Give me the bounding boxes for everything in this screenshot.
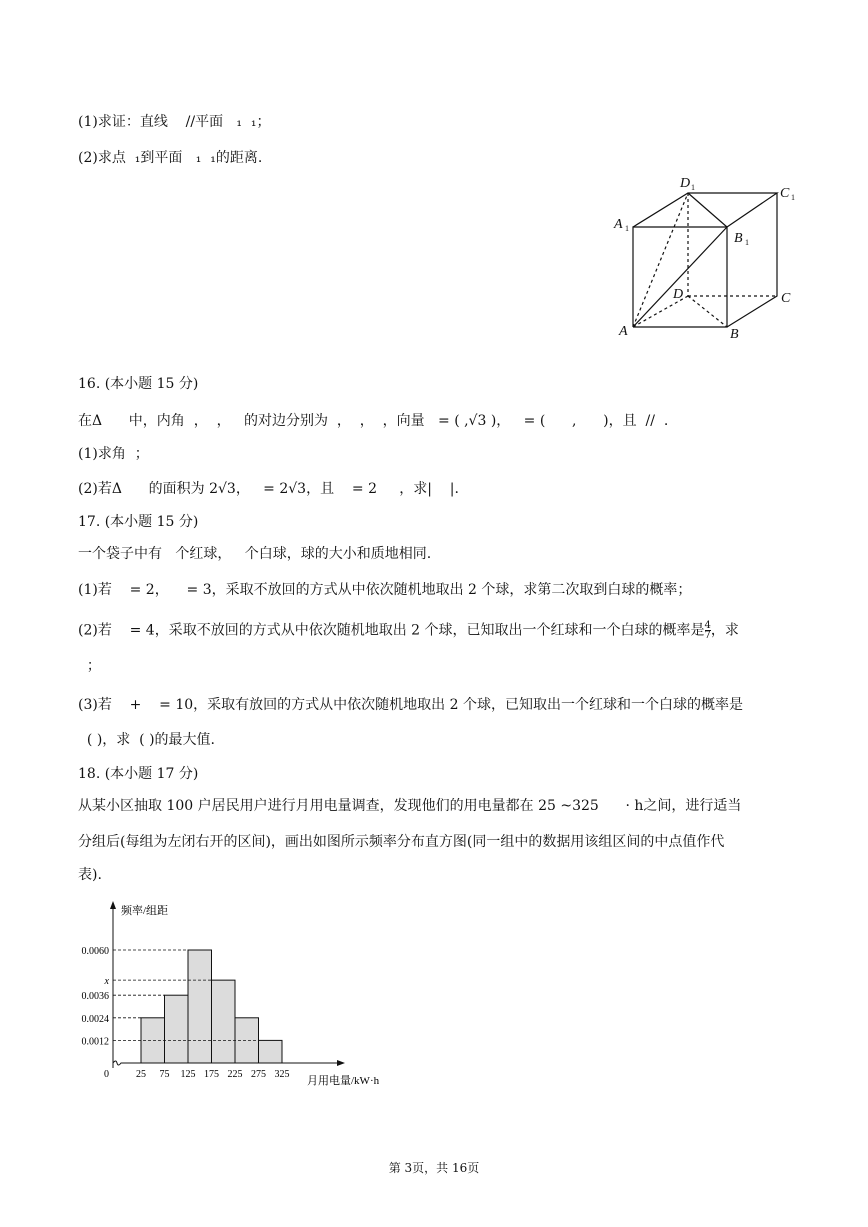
svg-text:1: 1 [625,224,629,233]
page-footer: 第 3页，共 16页 [388,1161,480,1175]
q16-part1: (1)求角 ； [78,446,149,462]
y-tick-label: 0.0036 [81,991,109,1003]
q16-header: 16. (本小题 15 分) [78,376,199,392]
svg-text:1: 1 [745,238,749,247]
q17-part3-cont: ( )，求 ( )的最大值. [78,732,215,748]
q15-part2: (2)求点 ₁到平面 ₁ ₁的距离. [78,150,263,166]
q18-line2: 分组后(每组为左闭右开的区间)，画出如图所示频率分布直方图(同一组中的数据用该组区间的中点值作代 [78,834,725,850]
label-a1: A [614,217,623,232]
histogram-bar [212,980,236,1063]
label-c1: C [780,186,790,201]
histogram-bar [165,995,189,1063]
fraction-4-7: $\frac{4}{7}$ [704,620,711,641]
q18-line3: 表). [78,867,102,883]
x-tick-label: 125 [180,1069,196,1080]
q17-part3: (3)若 + = 10，采取有放回的方式从中依次随机地取出 2 个球，已知取出一个红球和一个白球的概率是 [78,697,743,713]
x-axis-arrow [337,1060,345,1066]
origin-label: 0 [104,1069,109,1080]
q17-part1: (1)若 = 2， = 3，采取不放回的方式从中依次随机地取出 2 个球，求第二次取到白球的概率； [78,582,692,598]
label-d: D [673,287,684,302]
label-b1: B [734,231,743,246]
y-axis-label: 频率/组距 [121,905,169,917]
x-tick-label: 75 [159,1069,170,1080]
y-tick-label: 0.0060 [81,946,109,957]
label-b: B [730,327,739,342]
q18-header: 18. (本小题 17 分) [78,766,199,782]
q16-stem: 在Δ 中，内角 ， ， 的对边分别为 ， ， ，向量 = ( ,√3 )， = ( , )，且 // . [78,413,669,429]
x-tick-label: 25 [136,1069,146,1080]
label-a: A [619,324,628,339]
q16-part2: (2)若Δ 的面积为 2√3， = 2√3，且 = 2 ，求| |. [78,481,459,497]
label-c: C [781,291,791,306]
q17-stem: 一个袋子中有 个红球， 个白球，球的大小和质地相同. [78,546,432,562]
svg-text:1: 1 [791,193,795,202]
x-axis-label: 月用电量/kW·h [307,1075,380,1087]
x-tick-label: 225 [227,1069,243,1080]
x-tick-label: 325 [274,1069,290,1080]
svg-text:1: 1 [691,183,695,192]
q18-line1: 从某小区抽取 100 户居民用户进行月用电量调查，发现他们的用电量都在 25 ~325 · h之间，进行适当 [78,798,742,814]
q17-header: 17. (本小题 15 分) [78,514,199,530]
y-tick-label: x [104,976,109,988]
q17-part2-cont: ； [78,658,101,674]
label-d1: D [680,176,691,191]
x-tick-label: 175 [204,1069,219,1080]
y-axis-arrow [110,901,116,909]
y-tick-label: 0.0012 [81,1036,109,1048]
histogram-bar [188,950,212,1063]
q15-part1: (1)求证：直线 //平面 ₁ ₁； [78,114,271,130]
x-tick-label: 275 [251,1069,266,1080]
y-tick-label: 0.0024 [81,1013,109,1025]
q17-part2: (2)若 = 4，采取不放回的方式从中依次随机地取出 2 个球，已知取出一个红球和一个白球的概率是 $\frac{4}{7}$ ，求 [78,620,739,641]
histogram-bar [259,1040,283,1063]
